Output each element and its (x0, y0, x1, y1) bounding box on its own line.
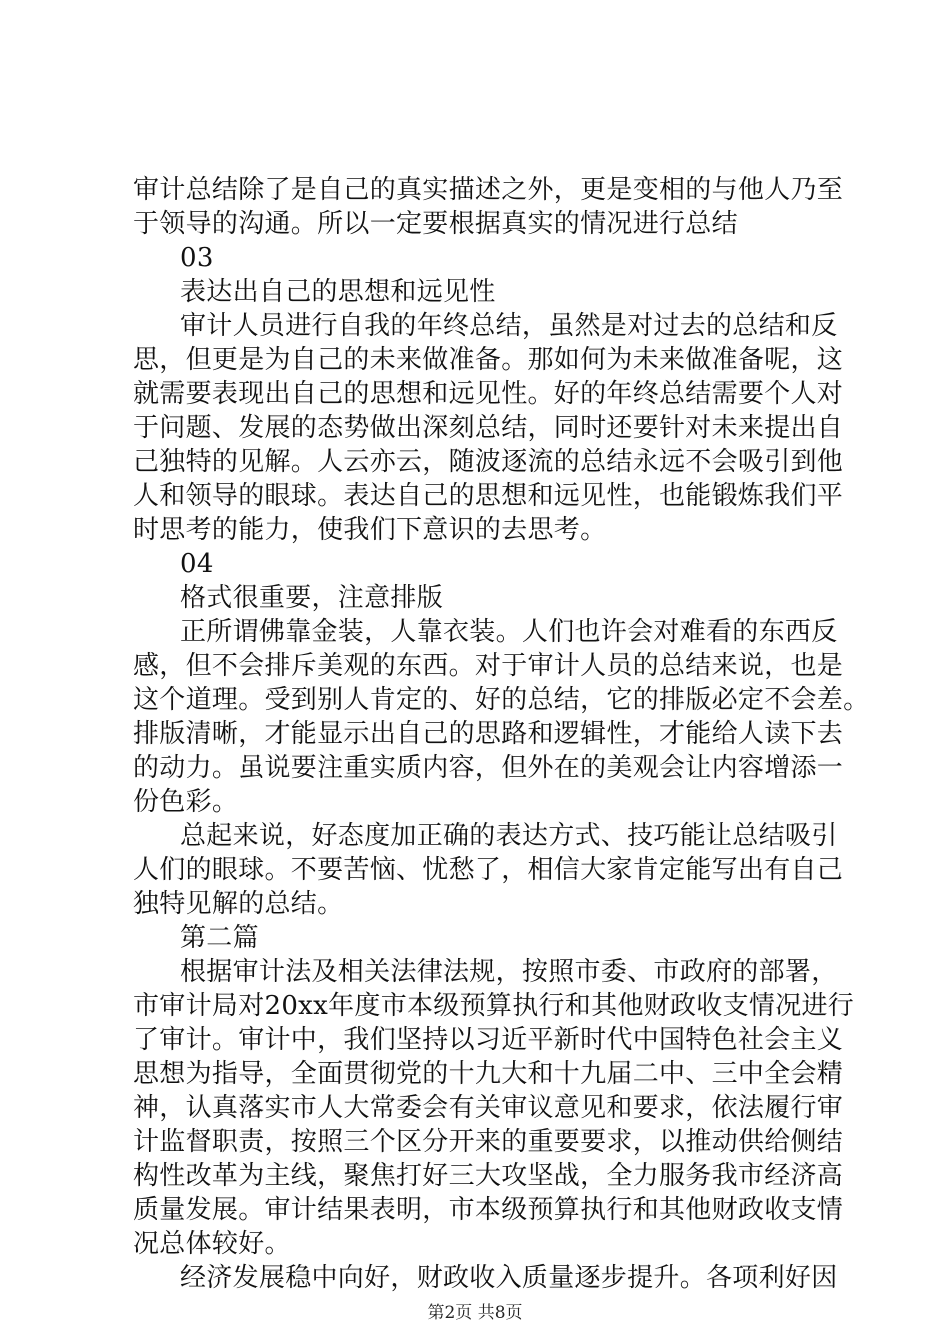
body-text-line: 人和领导的眼球。表达自己的思想和远见性，也能锻炼我们平 (133, 481, 844, 511)
body-text-line: 计监督职责，按照三个区分开来的重要要求，以推动供给侧结 (133, 1127, 844, 1157)
body-text-line: 质量发展。审计结果表明，市本级预算执行和其他财政收支情 (133, 1195, 844, 1225)
body-text-line: 正所谓佛靠金装，人靠衣装。人们也许会对难看的东西反 (180, 617, 838, 647)
body-text-line: 审计总结除了是自己的真实描述之外，更是变相的与他人乃至 (133, 175, 844, 205)
chapter-heading: 第二篇 (180, 923, 259, 953)
body-text-line: 排版清晰，才能显示出自己的思路和逻辑性，才能给人读下去 (133, 719, 844, 749)
body-text-line: 时思考的能力，使我们下意识的去思考。 (133, 515, 607, 545)
body-text-line: 于问题、发展的态势做出深刻总结，同时还要针对未来提出自 (133, 413, 844, 443)
section-number: 04 (180, 549, 214, 579)
body-text-line: 神，认真落实市人大常委会有关审议意见和要求，依法履行审 (133, 1093, 844, 1123)
page-number-footer: 第2页 共8页 (427, 1303, 523, 1323)
section-heading: 格式很重要，注意排版 (180, 583, 444, 613)
body-text-line: 就需要表现出自己的思想和远见性。好的年终总结需要个人对 (133, 379, 844, 409)
body-text-line: 了审计。审计中，我们坚持以习近平新时代中国特色社会主义 (133, 1025, 844, 1055)
body-text-line: 己独特的见解。人云亦云，随波逐流的总结永远不会吸引到他 (133, 447, 844, 477)
section-heading: 表达出自己的思想和远见性 (180, 277, 496, 307)
body-text-line: 构性改革为主线，聚焦打好三大攻坚战，全力服务我市经济高 (133, 1161, 844, 1191)
body-text-line: 份色彩。 (133, 787, 239, 817)
body-text-line: 市审计局对20xx年度市本级预算执行和其他财政收支情况进行 (133, 991, 855, 1021)
body-text-line: 于领导的沟通。所以一定要根据真实的情况进行总结 (133, 209, 738, 239)
body-text-line: 况总体较好。 (133, 1229, 291, 1259)
body-text-line: 的动力。虽说要注重实质内容，但外在的美观会让内容增添一 (133, 753, 844, 783)
body-text-line: 思，但更是为自己的未来做准备。那如何为未来做准备呢，这 (133, 345, 844, 375)
body-text-line: 感，但不会排斥美观的东西。对于审计人员的总结来说，也是 (133, 651, 844, 681)
body-text-line: 思想为指导，全面贯彻党的十九大和十九届二中、三中全会精 (133, 1059, 844, 1089)
body-text-line: 独特见解的总结。 (133, 889, 344, 919)
section-number: 03 (180, 243, 214, 273)
body-text-line: 审计人员进行自我的年终总结，虽然是对过去的总结和反 (180, 311, 838, 341)
body-text-line: 总起来说，好态度加正确的表达方式、技巧能让总结吸引 (180, 821, 838, 851)
body-text-line: 这个道理。受到别人肯定的、好的总结，它的排版必定不会差。 (133, 685, 870, 715)
body-text-line: 人们的眼球。不要苦恼、忧愁了，相信大家肯定能写出有自己 (133, 855, 844, 885)
body-text-line: 根据审计法及相关法律法规，按照市委、市政府的部署， (180, 957, 838, 987)
body-text-line: 经济发展稳中向好，财政收入质量逐步提升。各项利好因 (180, 1263, 838, 1293)
